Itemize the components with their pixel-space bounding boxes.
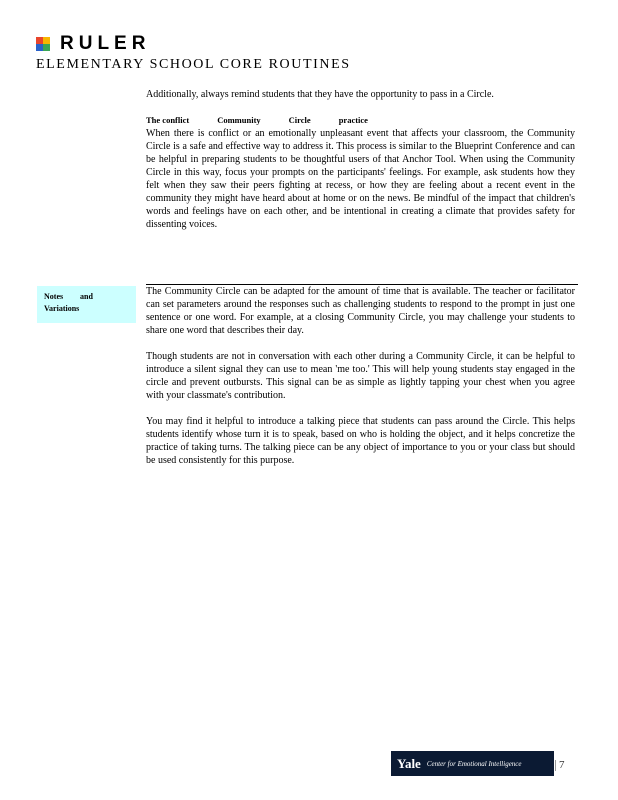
heading-word: practice [338, 115, 368, 125]
practice-heading [146, 114, 575, 127]
sidebar-label-word: Variations [44, 304, 80, 313]
sidebar-label-word: Notes [44, 292, 64, 301]
logo-square-blue [36, 44, 43, 51]
footer-text: Center for Emotional Intelligence [426, 759, 522, 768]
brand-logo [36, 34, 150, 53]
sidebar-label-word: and [80, 292, 93, 301]
section-main [146, 88, 575, 231]
footer-banner [391, 751, 554, 776]
logo-wordmark: RULER [60, 33, 151, 54]
intro-paragraph: Additionally, always remind students that they have the opportunity to pass in a Circle. [146, 89, 494, 100]
notes-paragraph-3: You may find it helpful to introduce a talking piece that students can pass around the Circle. This helps students identify whose turn it is to speak, based on who is holding the object, and it helps concretize the practice of taking turns. The talking piece can be any object of importance to you or your class but should be used consistently for this purpose. [146, 416, 575, 466]
notes-paragraph-2: Though students are not in conversation with each other during a Community Circle, it can be helpful to introduce a silent signal they can use to mean 'me too.' This will help young students stay engaged in the circle and prevent outbursts. This signal can be as simple as lightly tapping your chest when you agree with your classmate's contribution. [146, 351, 575, 401]
notes-variations-label [37, 286, 136, 323]
notes-paragraph-1: The Community Circle can be adapted for the amount of time that is available. The teacher or facilitator can set parameters around the responses such as challenging students to respond to the prompt in just one sentence or one word. For example, at a closing Community Circle, you may challenge your students to share one word that describes their day. [146, 286, 575, 336]
conflict-paragraph: When there is conflict or an emotionally unpleasant event that affects your classroom, the Community Circle is a safe and effective way to address it. This process is similar to the Blueprint Conference and can be helpful in preparing students to be thoughtful users of that Anchor Tool. When using the Community Circle in this way, focus your prompts on the participants' feelings. For example, ask students how they felt when they saw their peers fighting at recess, or how they are feeling about a recent event in the community they might have heard about at home or on the news. Be mindful of the impact that children's words and feelings have on each other, and be intentional in creating a climate that provides safety for dissenting voices. [146, 128, 575, 230]
document-subtitle: ELEMENTARY SCHOOL CORE ROUTINES [36, 57, 351, 72]
section-notes [146, 285, 575, 467]
logo-square-red [36, 37, 43, 44]
logo-square-green [43, 44, 50, 51]
footer-logo: Yale [397, 755, 421, 771]
heading-word: The conflict [146, 115, 190, 125]
heading-word: Circle [288, 115, 311, 125]
heading-word: Community [217, 115, 261, 125]
page-number: 7 [555, 760, 565, 771]
logo-mark-icon [36, 37, 50, 51]
logo-square-yellow [43, 37, 50, 44]
